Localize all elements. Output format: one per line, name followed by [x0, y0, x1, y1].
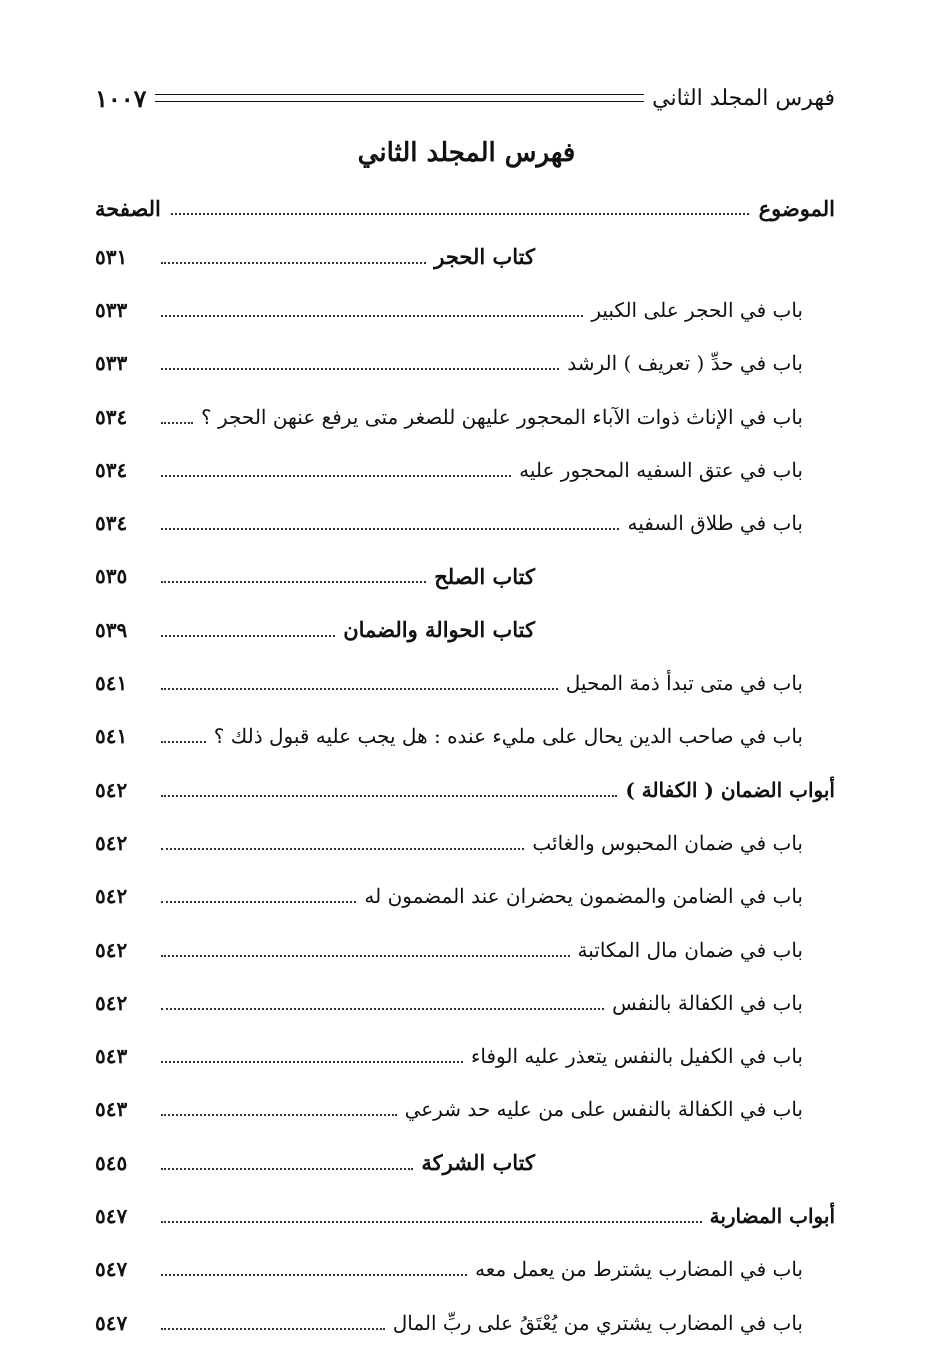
- toc-entry: [95, 603, 835, 656]
- chapter-title: باب في الكفالة بالنفس: [612, 990, 803, 1015]
- toc-entry: [95, 1136, 835, 1189]
- leader-dots: [171, 201, 749, 215]
- toc-entry: [95, 496, 835, 549]
- page-ref: ٥٤١: [95, 671, 128, 696]
- toc-entry: [95, 656, 835, 709]
- leader-dots: [161, 1049, 463, 1063]
- toc-entry: [95, 816, 835, 869]
- header-rule: [155, 94, 645, 102]
- toc-entry: [95, 1189, 835, 1242]
- toc-entry: [95, 763, 835, 816]
- leader-dots: [161, 356, 559, 370]
- leader-dots: [161, 623, 335, 637]
- toc-entry: [95, 550, 835, 603]
- leader-dots: [161, 569, 426, 583]
- leader-dots: [161, 783, 617, 797]
- toc-entry: [95, 1029, 835, 1082]
- toc-entry: [95, 337, 835, 390]
- page-title: فهرس المجلد الثاني: [357, 138, 576, 168]
- book-heading: كتاب الحجر: [434, 244, 535, 270]
- page-ref: ٥٤٢: [95, 830, 128, 855]
- page-ref: ٥٤٧: [95, 1310, 128, 1335]
- page-ref: ٥٤١: [95, 724, 128, 749]
- page-ref: ٥٤٢: [95, 884, 128, 909]
- chapter-title: باب في ضمان المحبوس والغائب: [532, 830, 803, 855]
- leader-dots: [161, 303, 583, 317]
- page-ref: ٥٤٢: [95, 937, 128, 962]
- chapter-title: باب في الحجر على الكبير: [591, 297, 803, 322]
- leader-dots: [161, 729, 206, 743]
- page-column-header: الصفحة: [95, 195, 161, 221]
- leader-dots: [161, 463, 511, 477]
- leader-dots: [161, 1102, 397, 1116]
- toc-entry: [95, 390, 835, 443]
- chapter-title: باب في الكفيل بالنفس يتعذر عليه الوفاء: [470, 1044, 803, 1069]
- leader-dots: [161, 996, 604, 1010]
- page-ref: ٥٣٤: [95, 457, 128, 482]
- leader-dots: [161, 1209, 702, 1223]
- leader-dots: [161, 516, 619, 530]
- leader-dots: [161, 676, 558, 690]
- toc-entry: [95, 1243, 835, 1296]
- book-heading: كتاب الشركة: [421, 1150, 535, 1176]
- chapter-title: باب في الضامن والمضمون يحضران عند المضمون له: [364, 884, 803, 909]
- page-ref: ٥٣١: [95, 244, 128, 269]
- toc-entry: [95, 976, 835, 1029]
- page-ref: ٥٤٧: [95, 1203, 128, 1228]
- leader-dots: [161, 836, 524, 850]
- chapter-title: باب في متى تبدأ ذمة المحيل: [565, 671, 803, 696]
- page-ref: ٥٣٣: [95, 351, 128, 376]
- leader-dots: [161, 1316, 385, 1330]
- page-ref: ٥٤٧: [95, 1257, 128, 1282]
- toc-entry: [95, 1296, 835, 1349]
- toc-entry: [95, 710, 835, 763]
- toc-entry: [95, 283, 835, 336]
- book-heading: كتاب الحوالة والضمان: [343, 617, 535, 643]
- page-ref: ٥٣٤: [95, 511, 128, 536]
- book-heading: كتاب الصلح: [434, 563, 535, 589]
- column-headers: [95, 188, 835, 228]
- section-heading: أبواب الضمان ( الكفالة ): [625, 777, 835, 802]
- table-of-contents: [95, 230, 835, 1349]
- chapter-title: باب في ضمان مال المكاتبة: [577, 937, 803, 962]
- chapter-title: باب في طلاق السفيه: [627, 511, 803, 536]
- toc-entry: [95, 870, 835, 923]
- chapter-title: باب في الإناث ذوات الآباء المحجور عليهن للصغر متى يرفع عنهن الحجر ؟: [201, 404, 803, 429]
- running-title: فهرس المجلد الثاني: [652, 85, 835, 111]
- page-ref: ٥٤٣: [95, 1044, 128, 1069]
- page-ref: ٥٤٣: [95, 1097, 128, 1122]
- page-ref: ٥٣٩: [95, 617, 128, 642]
- leader-dots: [161, 410, 193, 424]
- chapter-title: باب في صاحب الدين يحال على مليء عنده : هل يجب عليه قبول ذلك ؟: [213, 724, 803, 749]
- page-ref: ٥٣٥: [95, 564, 128, 589]
- leader-dots: [161, 250, 426, 264]
- toc-entry: [95, 1083, 835, 1136]
- topic-column-header: الموضوع: [758, 195, 835, 221]
- page-number: ١٠٠٧: [95, 83, 147, 113]
- page-ref: ٥٤٢: [95, 777, 128, 802]
- chapter-title: باب في الكفالة بالنفس على من عليه حد شرعي: [404, 1097, 803, 1122]
- leader-dots: [161, 889, 356, 903]
- toc-entry: [95, 443, 835, 496]
- page-ref: ٥٤٥: [95, 1150, 128, 1175]
- toc-entry: [95, 230, 835, 283]
- page-ref: ٥٣٣: [95, 297, 128, 322]
- leader-dots: [161, 1262, 467, 1276]
- running-header: [95, 78, 835, 118]
- section-heading: أبواب المضاربة: [709, 1203, 835, 1228]
- page-ref: ٥٤٢: [95, 990, 128, 1015]
- page-ref: ٥٣٤: [95, 404, 128, 429]
- chapter-title: باب في عتق السفيه المحجور عليه: [519, 457, 803, 482]
- chapter-title: باب في حدِّ ( تعريف ) الرشد: [567, 351, 803, 376]
- leader-dots: [161, 943, 570, 957]
- leader-dots: [161, 1156, 413, 1170]
- toc-entry: [95, 923, 835, 976]
- chapter-title: باب في المضارب يشترط من يعمل معه: [475, 1257, 803, 1282]
- chapter-title: باب في المضارب يشتري من يُعْتَقُ على ربِّ المال: [392, 1310, 803, 1335]
